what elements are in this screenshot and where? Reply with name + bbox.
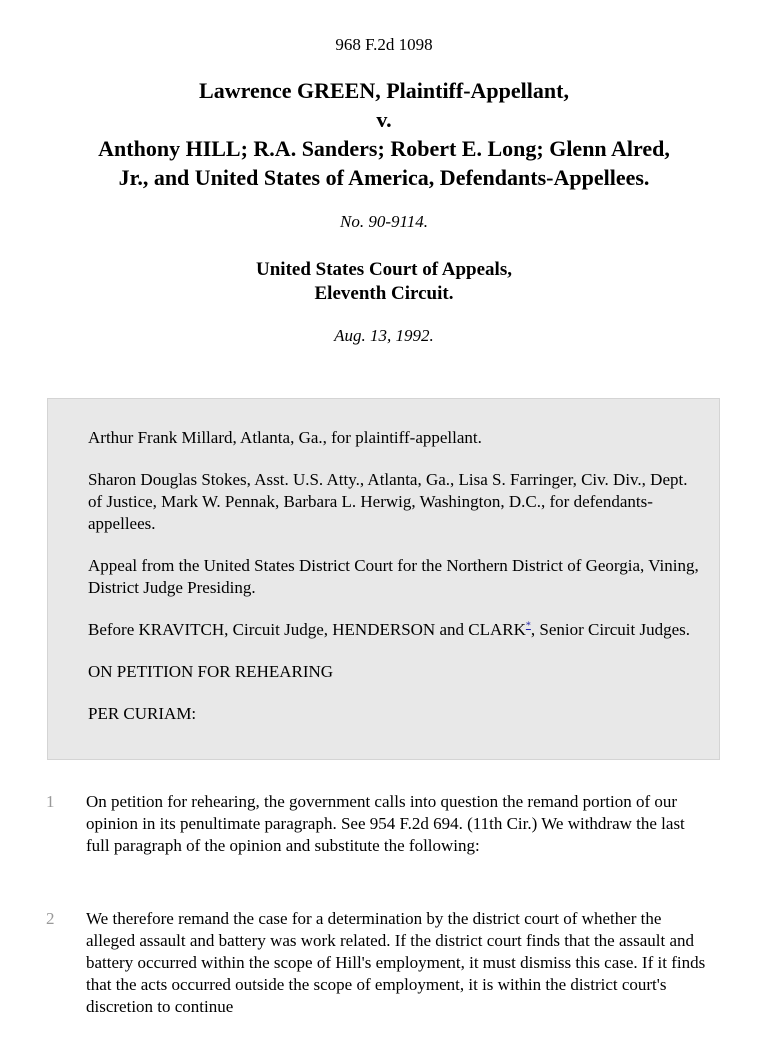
docket-number: No. 90-9114. [340,212,428,231]
case-parties [40,76,728,192]
panel-text-end: , Senior Circuit Judges. [530,620,691,639]
court-name [0,258,768,306]
decision-date: Aug. 13, 1992. [334,326,434,345]
per-curiam: PER CURIAM: [88,704,197,723]
petition-heading: ON PETITION FOR REHEARING [88,662,334,681]
versus-line: v. [376,107,392,132]
prelims-box [47,398,720,760]
paragraph-text: We therefore remand the case for a determination by the district court of whether the alleged assault and battery was work related. If the district court finds that the assault and battery occurred within the scope of Hill's employment, it must dismiss this case. If it finds that the acts occurred outside the scope of employment, it is within the district court's discretion to continue [86,909,706,1016]
appeal-from: Appeal from the United States District Court for the Northern District of Georgia, Vining, District Judge Presiding. [88,556,699,597]
panel-text-start: Before KRAVITCH, Circuit Judge, HENDERSON and CLARK [88,620,526,639]
appellees-line-1: Anthony HILL; R.A. Sanders; Robert E. Long; Glenn Alred, [98,136,670,161]
court-name-line-2: Eleventh Circuit. [314,283,454,304]
panel-line [88,619,699,641]
paragraph-number: 2 [46,909,55,928]
counsel-appellees: Sharon Douglas Stokes, Asst. U.S. Atty., Atlanta, Ga., Lisa S. Farringer, Civ. Div., Dept. of Justice, Mark W. Pennak, Barbara L. Herwig, Washington, D.C., for defendants-appellees. [88,470,688,533]
footnote-link[interactable]: * [525,620,531,632]
case-citation: 968 F.2d 1098 [335,35,433,54]
court-name-line-1: United States Court of Appeals, [256,259,512,280]
appellant-line: Lawrence GREEN, Plaintiff-Appellant, [199,78,569,103]
paragraph-text: On petition for rehearing, the government calls into question the remand portion of our opinion in its penultimate paragraph. See 954 F.2d 694. (11th Cir.) We withdraw the last full paragraph of the opinion and substitute the following: [86,792,685,855]
counsel-appellant: Arthur Frank Millard, Atlanta, Ga., for plaintiff-appellant. [88,428,482,447]
appellees-line-2: Jr., and United States of America, Defendants-Appellees. [118,165,650,190]
paragraph-number: 1 [46,792,55,811]
